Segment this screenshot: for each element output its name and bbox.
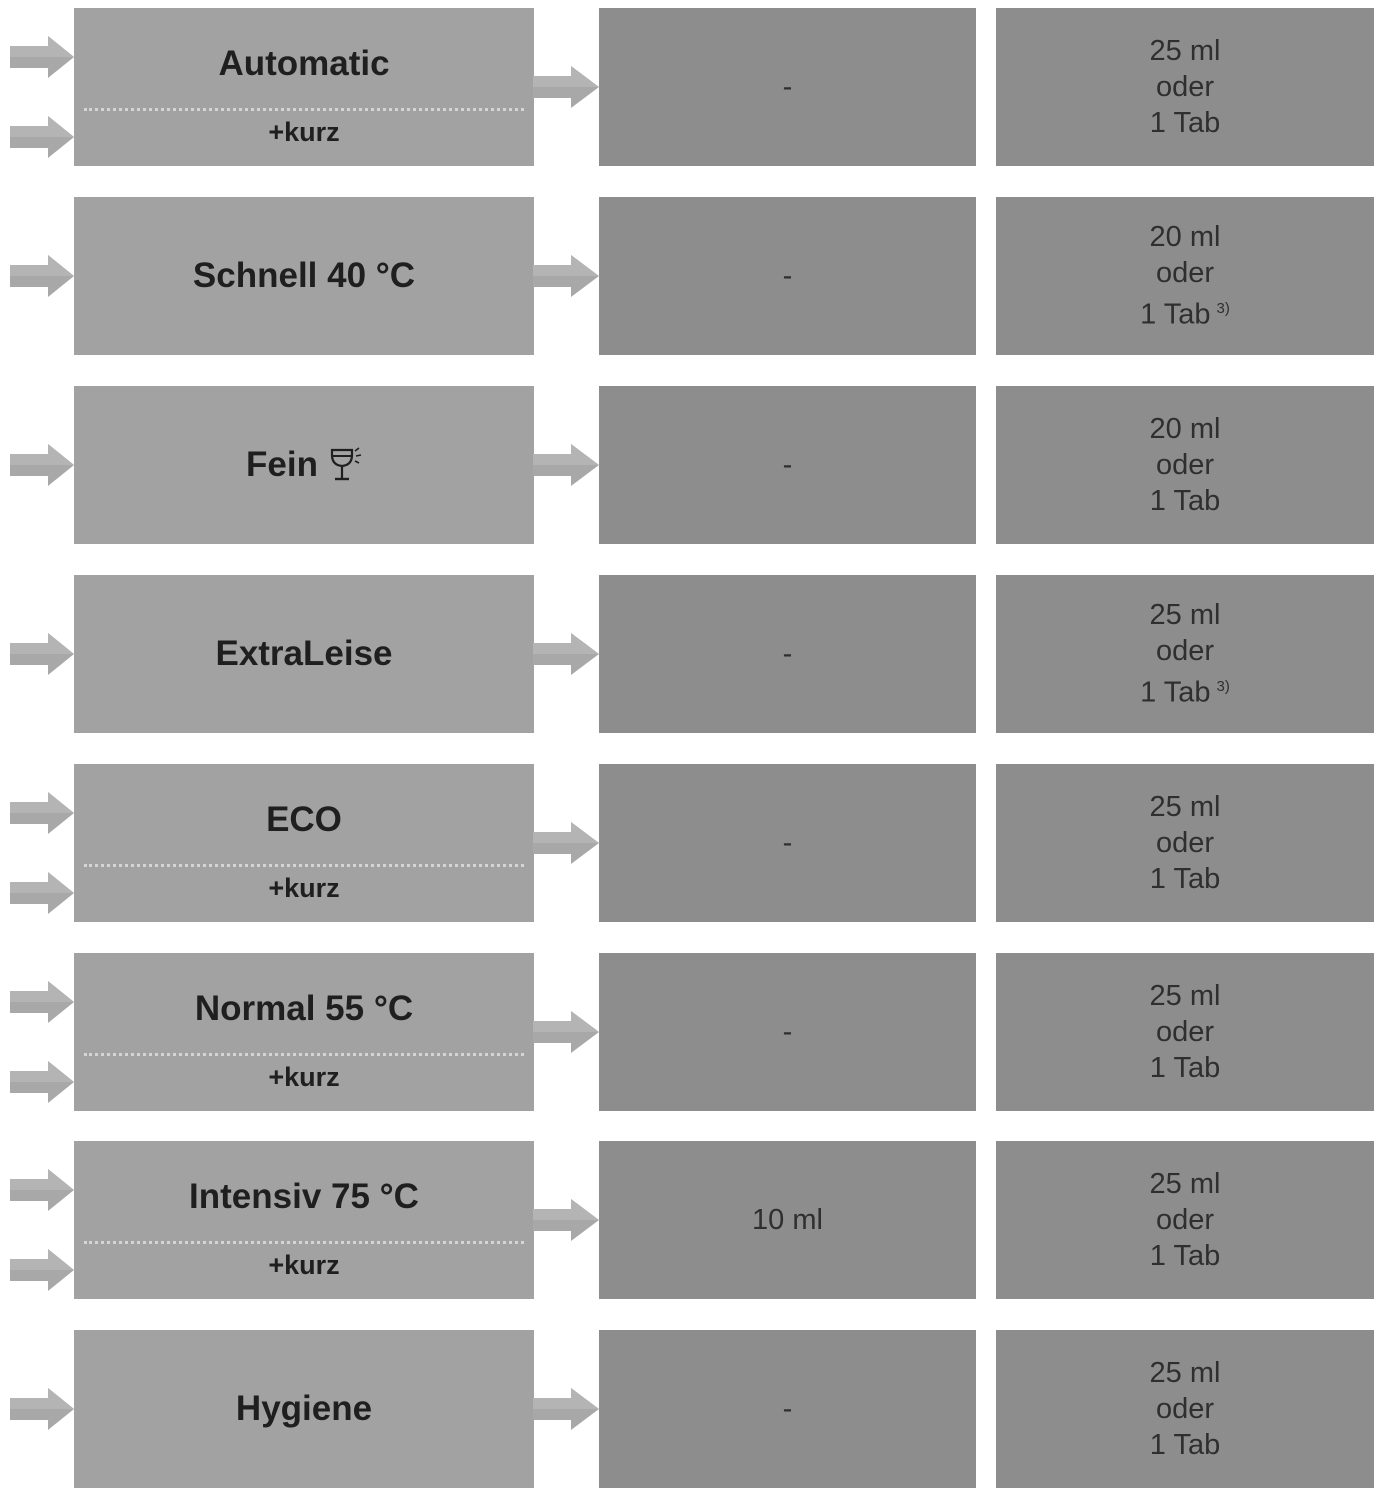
mainwash-detergent-line	[1150, 597, 1221, 633]
prewash-detergent-value: -	[782, 826, 793, 859]
mainwash-detergent-line	[1150, 1166, 1221, 1202]
prewash-detergent-cell	[599, 8, 976, 166]
prewash-detergent-cell	[599, 1141, 976, 1299]
program-row	[0, 197, 1376, 355]
mainwash-detergent-line	[1156, 633, 1214, 669]
arrow-right-icon	[533, 820, 599, 866]
program-name-text: Hygiene	[235, 1389, 373, 1428]
mainwash-detergent-text: oder	[1155, 635, 1215, 668]
program-row	[0, 575, 1376, 733]
mainwash-detergent-line	[1150, 483, 1220, 519]
mainwash-detergent-text: oder	[1155, 1016, 1215, 1048]
kurz-option-label: +kurz	[268, 1250, 340, 1280]
mainwash-detergent-line	[1156, 447, 1214, 483]
mainwash-detergent-cell	[996, 1330, 1374, 1488]
program-box	[74, 386, 534, 544]
mainwash-detergent-line	[1156, 825, 1214, 861]
program-name-text: ExtraLeise	[215, 634, 393, 673]
mainwash-detergent-text: oder	[1155, 257, 1215, 290]
arrow-right-icon	[533, 442, 599, 488]
mainwash-detergent-text: 25 ml	[1149, 1168, 1221, 1200]
arrow-right-icon	[10, 790, 74, 836]
dotted-divider	[84, 1241, 524, 1244]
mainwash-detergent-line	[1156, 1391, 1214, 1427]
mainwash-detergent-line	[1150, 1050, 1220, 1086]
arrow-right-icon	[10, 870, 74, 916]
kurz-option-label: +kurz	[268, 873, 340, 903]
mainwash-detergent-text: 25 ml	[1149, 980, 1221, 1012]
arrow-right-icon	[10, 631, 74, 677]
mainwash-detergent-line	[1150, 1238, 1220, 1274]
program-name-text: Automatic	[218, 44, 390, 83]
program-name	[74, 800, 534, 840]
mainwash-detergent-text: oder	[1155, 71, 1215, 103]
mainwash-detergent-text: 25 ml	[1149, 791, 1221, 823]
mainwash-detergent-text: 1 Tab	[1149, 1240, 1221, 1272]
mainwash-detergent-line	[1156, 69, 1214, 105]
prewash-detergent-cell	[599, 575, 976, 733]
mainwash-detergent-line	[1156, 1202, 1214, 1238]
mainwash-detergent-text: oder	[1155, 449, 1215, 481]
arrow-right-icon	[533, 64, 599, 110]
program-name-text: Schnell 40 °C	[192, 256, 416, 295]
mainwash-detergent-line	[1156, 255, 1214, 291]
mainwash-detergent-text: 20 ml	[1149, 221, 1221, 254]
prewash-detergent-cell	[599, 197, 976, 355]
mainwash-detergent-cell	[996, 1141, 1374, 1299]
mainwash-detergent-text: 1 Tab	[1140, 676, 1211, 709]
mainwash-detergent-cell	[996, 764, 1374, 922]
footnote-marker: 3)	[1216, 300, 1230, 318]
arrow-right-icon	[533, 253, 599, 299]
prewash-detergent-cell	[599, 953, 976, 1111]
program-box	[74, 1330, 534, 1488]
program-row	[0, 953, 1376, 1111]
prewash-detergent-value: -	[782, 637, 793, 670]
dotted-divider	[84, 864, 524, 867]
mainwash-detergent-line	[1150, 219, 1221, 255]
prewash-detergent-cell	[599, 1330, 976, 1488]
mainwash-detergent-text: 20 ml	[1149, 413, 1221, 445]
mainwash-detergent-line	[1150, 105, 1220, 141]
arrow-right-icon	[10, 979, 74, 1025]
arrow-right-icon	[533, 631, 599, 677]
prewash-detergent-value: -	[782, 259, 793, 292]
program-row	[0, 1141, 1376, 1299]
mainwash-detergent-cell	[996, 8, 1374, 166]
mainwash-detergent-line	[1140, 291, 1230, 333]
arrow-right-icon	[10, 1247, 74, 1293]
program-row	[0, 8, 1376, 166]
mainwash-detergent-line	[1150, 33, 1221, 69]
program-name-text: Intensiv 75 °C	[189, 1177, 419, 1216]
mainwash-detergent-line	[1150, 789, 1221, 825]
mainwash-detergent-text: oder	[1155, 1204, 1215, 1236]
program-name-text: ECO	[266, 800, 342, 839]
mainwash-detergent-text: oder	[1155, 827, 1215, 859]
arrow-right-icon	[10, 442, 74, 488]
program-name	[74, 197, 534, 355]
program-name-text: Fein	[246, 445, 318, 484]
kurz-option-label: +kurz	[268, 117, 340, 147]
prewash-detergent-value: -	[782, 448, 793, 481]
arrow-right-icon	[10, 34, 74, 80]
arrow-right-icon	[10, 114, 74, 160]
mainwash-detergent-text: 1 Tab	[1149, 1052, 1221, 1084]
kurz-option-label: +kurz	[268, 1062, 340, 1092]
mainwash-detergent-line	[1150, 411, 1221, 447]
prewash-detergent-value: -	[782, 1015, 793, 1048]
program-name	[74, 44, 534, 84]
prewash-detergent-cell	[599, 386, 976, 544]
program-row	[0, 764, 1376, 922]
mainwash-detergent-text: 1 Tab	[1149, 107, 1221, 139]
program-box	[74, 197, 534, 355]
program-name	[74, 1177, 534, 1217]
mainwash-detergent-cell	[996, 953, 1374, 1111]
program-name	[74, 989, 534, 1029]
mainwash-detergent-line	[1150, 1355, 1221, 1391]
arrow-right-icon	[10, 1059, 74, 1105]
mainwash-detergent-text: 1 Tab	[1149, 1429, 1221, 1461]
arrow-right-icon	[10, 1167, 74, 1213]
arrow-right-icon	[10, 1386, 74, 1432]
arrow-right-icon	[10, 253, 74, 299]
mainwash-detergent-text: 25 ml	[1149, 35, 1221, 67]
mainwash-detergent-cell	[996, 197, 1374, 355]
arrow-right-icon	[533, 1197, 599, 1243]
program-row	[0, 386, 1376, 544]
prewash-detergent-value: -	[782, 1392, 793, 1425]
mainwash-detergent-text: 1 Tab	[1140, 298, 1211, 331]
prewash-detergent-value: 10 ml	[752, 1203, 823, 1236]
mainwash-detergent-text: oder	[1155, 1393, 1215, 1425]
mainwash-detergent-line	[1140, 669, 1230, 711]
mainwash-detergent-line	[1150, 1427, 1220, 1463]
mainwash-detergent-text: 1 Tab	[1149, 485, 1221, 517]
mainwash-detergent-cell	[996, 575, 1374, 733]
mainwash-detergent-text: 25 ml	[1149, 599, 1221, 632]
program-row	[0, 1330, 1376, 1488]
dotted-divider	[84, 1053, 524, 1056]
mainwash-detergent-cell	[996, 386, 1374, 544]
prewash-detergent-value: -	[782, 70, 793, 103]
mainwash-detergent-text: 1 Tab	[1149, 863, 1221, 895]
program-box	[74, 575, 534, 733]
mainwash-detergent-line	[1150, 861, 1220, 897]
prewash-detergent-cell	[599, 764, 976, 922]
mainwash-detergent-line	[1150, 978, 1221, 1014]
program-name-text: Normal 55 °C	[194, 989, 414, 1028]
program-box	[74, 8, 534, 166]
dotted-divider	[84, 108, 524, 111]
program-name	[74, 575, 534, 733]
arrow-right-icon	[533, 1386, 599, 1432]
program-name	[74, 1330, 534, 1488]
mainwash-detergent-text: 25 ml	[1149, 1357, 1221, 1389]
mainwash-detergent-line	[1156, 1014, 1214, 1050]
program-name	[74, 386, 534, 544]
footnote-marker: 3)	[1216, 678, 1230, 696]
wine-glass-icon	[328, 447, 362, 483]
program-box	[74, 764, 534, 922]
program-box	[74, 953, 534, 1111]
program-box	[74, 1141, 534, 1299]
arrow-right-icon	[533, 1009, 599, 1055]
